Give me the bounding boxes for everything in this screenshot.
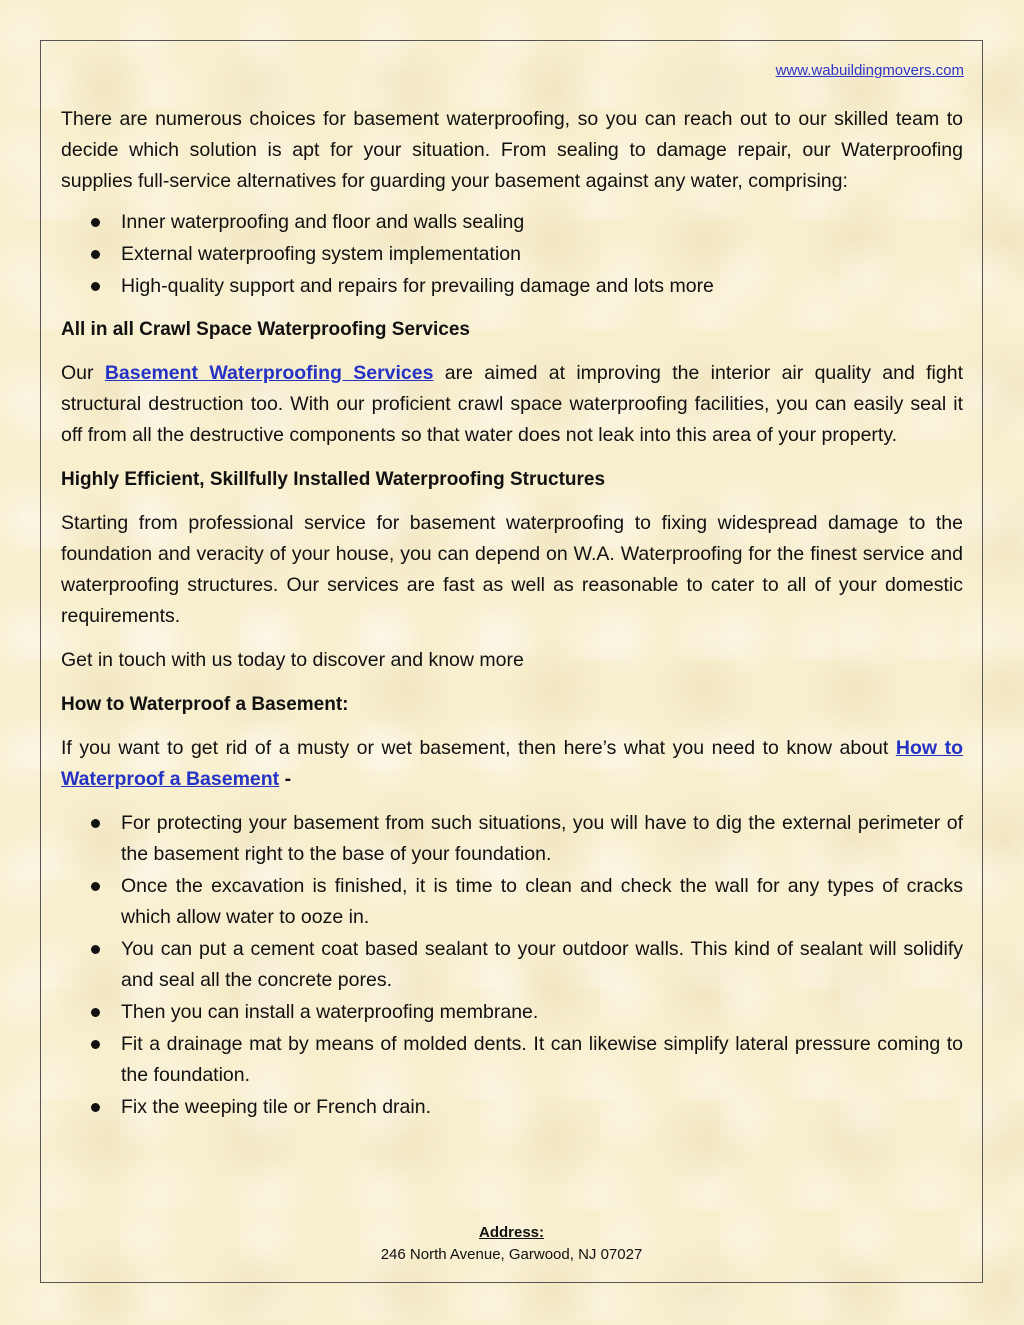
intro-paragraph: There are numerous choices for basement waterproofing, so you can reach out to our skilled team to decide which solution is apt for your situation. From sealing to damage repair, our Waterproofing supplies full-service alternatives for guarding your basement against any water, comprising:	[61, 108, 963, 192]
section-heading-how-to: How to Waterproof a Basement:	[61, 694, 349, 715]
document-body	[61, 104, 963, 1135]
call-to-action-text: Get in touch with us today to discover and know more	[61, 649, 524, 671]
section-heading-crawl-space: All in all Crawl Space Waterproofing Services	[61, 319, 470, 340]
list-item: For protecting your basement from such situations, you will have to dig the external perimeter of the basement right to the base of your foundation.	[61, 808, 963, 870]
text-run: Our	[61, 362, 105, 384]
footer-address-block	[40, 1222, 983, 1266]
list-item: Once the excavation is finished, it is time to clean and check the wall for any types of cracks which allow water to ooze in.	[61, 871, 963, 933]
address-text: 246 North Avenue, Garwood, NJ 07027	[380, 1246, 643, 1263]
section-heading-structures: Highly Efficient, Skillfully Installed Waterproofing Structures	[61, 469, 606, 490]
list-item: External waterproofing system implementation	[61, 239, 963, 270]
how-to-intro-paragraph	[61, 733, 963, 795]
list-item: Then you can install a waterproofing membrane.	[61, 997, 963, 1028]
intro-bullet-list	[61, 207, 963, 302]
list-item: Inner waterproofing and floor and walls sealing	[61, 207, 963, 238]
list-item: Fix the weeping tile or French drain.	[61, 1092, 963, 1123]
website-link[interactable]: www.wabuildingmovers.com	[775, 62, 964, 79]
list-item: You can put a cement coat based sealant to your outdoor walls. This kind of sealant will solidify and seal all the concrete pores.	[61, 934, 963, 996]
text-run: are aimed at improving the interior air quality and fight structural destruction too. With our proficient crawl space waterproofing facilities, you can easily seal it off from all the destructive components so that water does not leak into this area of your property.	[61, 362, 963, 446]
text-run: If you want to get rid of a musty or wet basement, then here’s what you need to know about	[61, 737, 896, 759]
list-item: High-quality support and repairs for prevailing damage and lots more	[61, 271, 963, 302]
list-item: Fit a drainage mat by means of molded dents. It can likewise simplify lateral pressure coming to the foundation.	[61, 1029, 963, 1091]
crawl-space-paragraph	[61, 358, 963, 451]
how-to-waterproof-link[interactable]: How to Waterproof a Basement	[61, 737, 963, 790]
structures-paragraph: Starting from professional service for basement waterproofing to fixing widespread damage to the foundation and veracity of your house, you can depend on W.A. Waterproofing for the finest service and waterproofing structures. Our services are fast as well as reasonable to cater to all of your domestic requirements.	[61, 512, 963, 627]
address-label: Address:	[478, 1224, 545, 1241]
basement-waterproofing-services-link[interactable]: Basement Waterproofing Services	[104, 362, 434, 384]
steps-bullet-list	[61, 808, 963, 1123]
text-run: -	[279, 768, 292, 790]
